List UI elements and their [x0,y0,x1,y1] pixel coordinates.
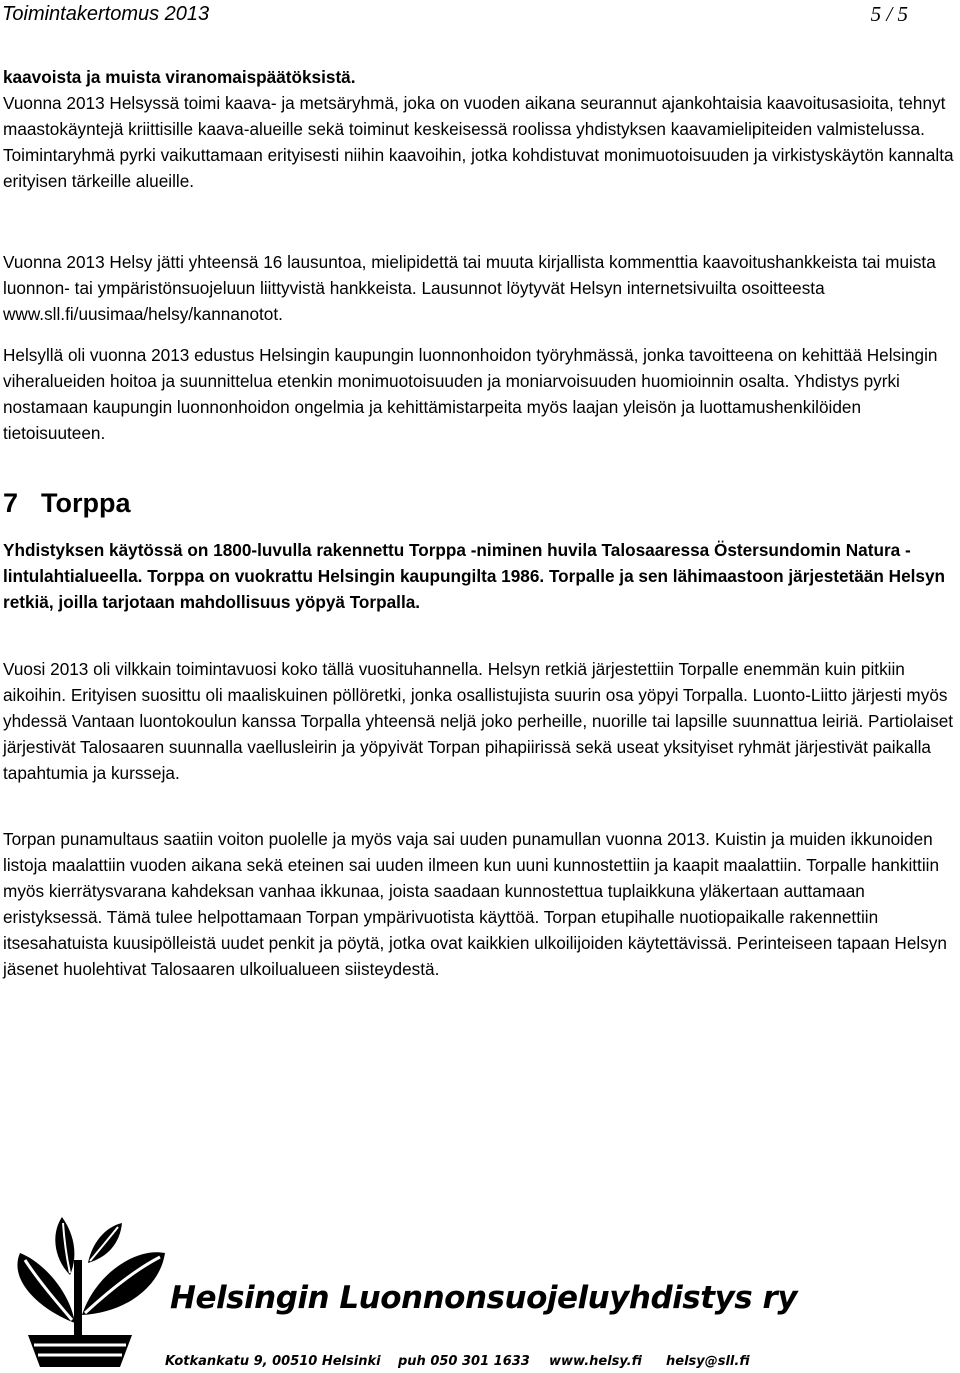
footer [0,1205,960,1373]
footer-address: Kotkankatu 9, 00510 Helsinki [165,1354,381,1369]
paragraph-lausunnot: Vuonna 2013 Helsy jätti yhteensä 16 lausuntoa, mielipidettä tai muuta kirjallista kommenttia kaavoitushankkeista tai muista luonnon- tai ympäristönsuojeluun liittyvistä hankkeista. Lausunnot löytyvät Helsyn internetsivuilta osoitteesta www.sll.fi/uusimaa/helsy/kannanotot. [3,252,936,324]
plant-sprout-logo-icon [0,1205,170,1373]
paragraph-continuation: kaavoista ja muista viranomaispäätöksistä. [3,67,356,87]
footer-email-link[interactable]: helsy@sll.fi [666,1354,750,1369]
page-header [0,0,960,30]
page-number: 5 / 5 [870,2,908,26]
section-title: Torppa [41,488,131,518]
paragraph-luonnonhoito: Helsyllä oli vuonna 2013 edustus Helsingin kaupungin luonnonhoidon työryhmässä, jonka tavoitteena on kehittää Helsingin viheralueiden hoitoa ja suunnittelua etenkin monimuotoisuuden ja moniarvoisuuden huomioinnin osalta. Yhdistys pyrki nostamaan kaupungin luonnonhoidon ongelmia ja kehittämistarpeita myös laajan yleisön ja luottamushenkilöiden tietoisuuteen. [3,345,938,443]
paragraph-torppa-kunnostus: Torpan punamultaus saatiin voiton puolelle ja myös vaja sai uuden punamullan vuonna 2013. Kuistin ja muiden ikkunoiden listoja maalattiin vuoden aikana sekä eteinen sai uuden ilmeen kun uuni kunnostettiin ja kaapit maalattiin. Torpalle hankittiin myös kierrätysvarana kahdeksan vanhaa ikkunaa, joista saadaan kunnostettua tuplaikkuna yläkertaan auttamaan eristyksessä. Tämä tulee helpottamaan Torpan ympärivuotista käyttöä. Torpan etupihalle nuotiopaikalle rakennettiin itsesahatuista kuusipölleistä uudet penkit ja pöytä, jotka ovat kaikkien ulkoilijoiden käytettävissä. Perinteiseen tapaan Helsyn jäsenet huolehtivat Talosaaren ulkoilualueen siisteydestä. [3,829,947,979]
document-title: Toimintakertomus 2013 [2,3,210,25]
paragraph-torppa-2013: Vuosi 2013 oli vilkkain toimintavuosi koko tällä vuosituhannella. Helsyn retkiä järjestettiin Torpalle enemmän kuin pitkiin aikoihin. Erityisen suosittu oli maaliskuinen pöllöretki, jonka osallistujista suurin osa yöpyi Torpalla. Luonto-Liitto järjesti myös yhdessä Vantaan luontokoulun kanssa Torpalla yhteensä neljä joko perheille, nuorille tai lapsille suunnattua leiriä. Partiolaiset järjestivät Talosaaren suunnalla vaellusleirin ja yöpyivät Torpan pihapiirissä sekä useat yksityiset ryhmät järjestivät paikalla tapahtumia ja kursseja. [3,659,954,783]
paragraph-torppa-intro: Yhdistyksen käytössä on 1800-luvulla rakennettu Torppa -niminen huvila Talosaaressa Östersundomin Natura - lintulahtialueella. Torppa on vuokrattu Helsingin kaupungilta 1986. Torpalle ja sen lähimaastoon järjestetään Helsyn retkiä, joilla tarjotaan mahdollisuus yöpyä Torpalla. [3,540,946,612]
section-heading-torppa [3,486,131,520]
paragraph-kaava-ryhma: Vuonna 2013 Helsyssä toimi kaava- ja metsäryhmä, joka on vuoden aikana seurannut ajankohtaisia kaavoitusasioita, tehnyt maastokäyntejä kriittisille kaava-alueille sekä toiminut keskeisessä roolissa yhdistyksen kaavamielipiteiden valmistelussa. Toimintaryhmä pyrki vaikuttamaan erityisesti niihin kaavoihin, jotka kohdistuvat monimuotoisuuden ja virkistyskäytön kannalta erityisen tärkeille alueille. [3,93,954,191]
section-number: 7 [3,488,19,518]
organization-name: Helsingin Luonnonsuojeluyhdistys ry [170,1280,798,1316]
footer-website-link[interactable]: www.helsy.fi [549,1354,642,1369]
footer-phone: puh 050 301 1633 [398,1354,530,1369]
